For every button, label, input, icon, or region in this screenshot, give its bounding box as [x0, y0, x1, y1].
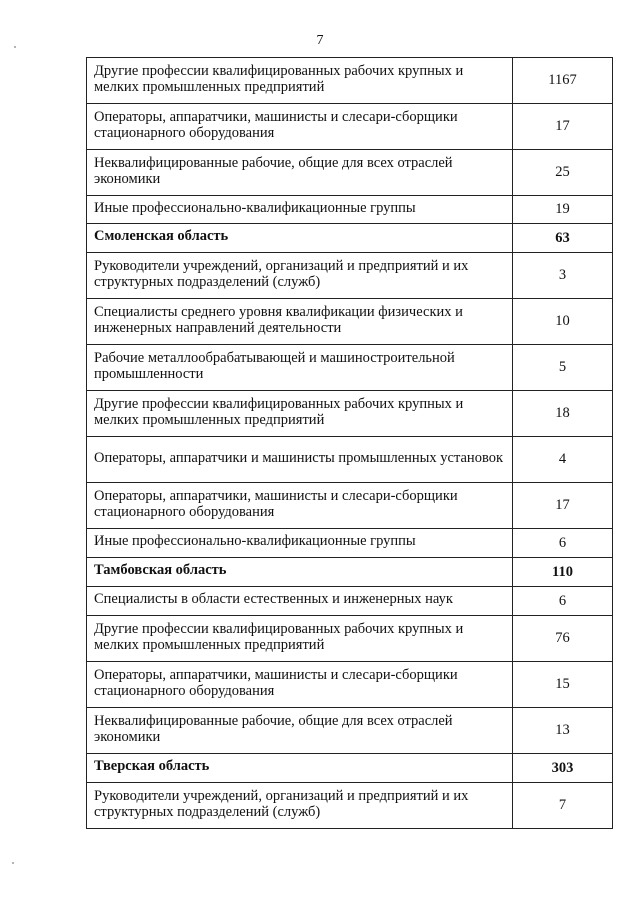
- profession-name: Неквалифицированные рабочие, общие для всех отраслей экономики: [87, 708, 513, 754]
- profession-name: Руководители учреждений, организаций и предприятий и их структурных подразделений (служб): [87, 253, 513, 299]
- table-row: [87, 662, 613, 708]
- profession-name: Операторы, аппаратчики, машинисты и слесари-сборщики стационарного оборудования: [87, 104, 513, 150]
- table-body: [87, 58, 613, 829]
- count-value: 17: [513, 483, 613, 529]
- region-row: [87, 754, 613, 783]
- region-total: 303: [513, 754, 613, 783]
- count-value: 25: [513, 150, 613, 196]
- profession-name: Операторы, аппаратчики, машинисты и слесари-сборщики стационарного оборудования: [87, 662, 513, 708]
- page-number: 7: [316, 33, 324, 48]
- region-total: 110: [513, 558, 613, 587]
- count-value: 13: [513, 708, 613, 754]
- profession-name: Рабочие металлообрабатывающей и машиностроительной промышленности: [87, 345, 513, 391]
- profession-name: Неквалифицированные рабочие, общие для всех отраслей экономики: [87, 150, 513, 196]
- profession-name: Другие профессии квалифицированных рабочих крупных и мелких промышленных предприятий: [87, 616, 513, 662]
- count-value: 15: [513, 662, 613, 708]
- profession-name: Руководители учреждений, организаций и предприятий и их структурных подразделений (служб): [87, 783, 513, 829]
- table-row: [87, 58, 613, 104]
- table-row: [87, 345, 613, 391]
- count-value: 6: [513, 529, 613, 558]
- table-row: [87, 150, 613, 196]
- table-row: [87, 437, 613, 483]
- profession-name: Другие профессии квалифицированных рабочих крупных и мелких промышленных предприятий: [87, 391, 513, 437]
- profession-name: Операторы, аппаратчики, машинисты и слесари-сборщики стационарного оборудования: [87, 483, 513, 529]
- table-row: [87, 253, 613, 299]
- count-value: 76: [513, 616, 613, 662]
- table-row: [87, 391, 613, 437]
- count-value: 10: [513, 299, 613, 345]
- count-value: 1167: [513, 58, 613, 104]
- count-value: 18: [513, 391, 613, 437]
- table-row: [87, 483, 613, 529]
- table-row: [87, 299, 613, 345]
- profession-name: Специалисты в области естественных и инженерных наук: [87, 587, 513, 616]
- count-value: 17: [513, 104, 613, 150]
- region-row: [87, 558, 613, 587]
- scan-mark-left: [14, 46, 16, 48]
- region-name: Тверская область: [87, 754, 513, 783]
- profession-name: Специалисты среднего уровня квалификации физических и инженерных направлений деятельности: [87, 299, 513, 345]
- profession-name: Иные профессионально-квалификационные группы: [87, 529, 513, 558]
- table-row: [87, 196, 613, 224]
- table-row: [87, 616, 613, 662]
- count-value: 19: [513, 196, 613, 224]
- table-row: [87, 708, 613, 754]
- profession-name: Иные профессионально-квалификационные группы: [87, 196, 513, 224]
- table-row: [87, 587, 613, 616]
- region-row: [87, 224, 613, 253]
- table-row: [87, 783, 613, 829]
- table-row: [87, 104, 613, 150]
- count-value: 3: [513, 253, 613, 299]
- scan-mark-left-lower: [12, 862, 14, 864]
- count-value: 6: [513, 587, 613, 616]
- profession-name: Операторы, аппаратчики и машинисты промышленных установок: [87, 437, 513, 483]
- profession-name: Другие профессии квалифицированных рабочих крупных и мелких промышленных предприятий: [87, 58, 513, 104]
- count-value: 7: [513, 783, 613, 829]
- data-table: [86, 57, 613, 829]
- region-total: 63: [513, 224, 613, 253]
- table-row: [87, 529, 613, 558]
- region-name: Тамбовская область: [87, 558, 513, 587]
- count-value: 5: [513, 345, 613, 391]
- count-value: 4: [513, 437, 613, 483]
- region-name: Смоленская область: [87, 224, 513, 253]
